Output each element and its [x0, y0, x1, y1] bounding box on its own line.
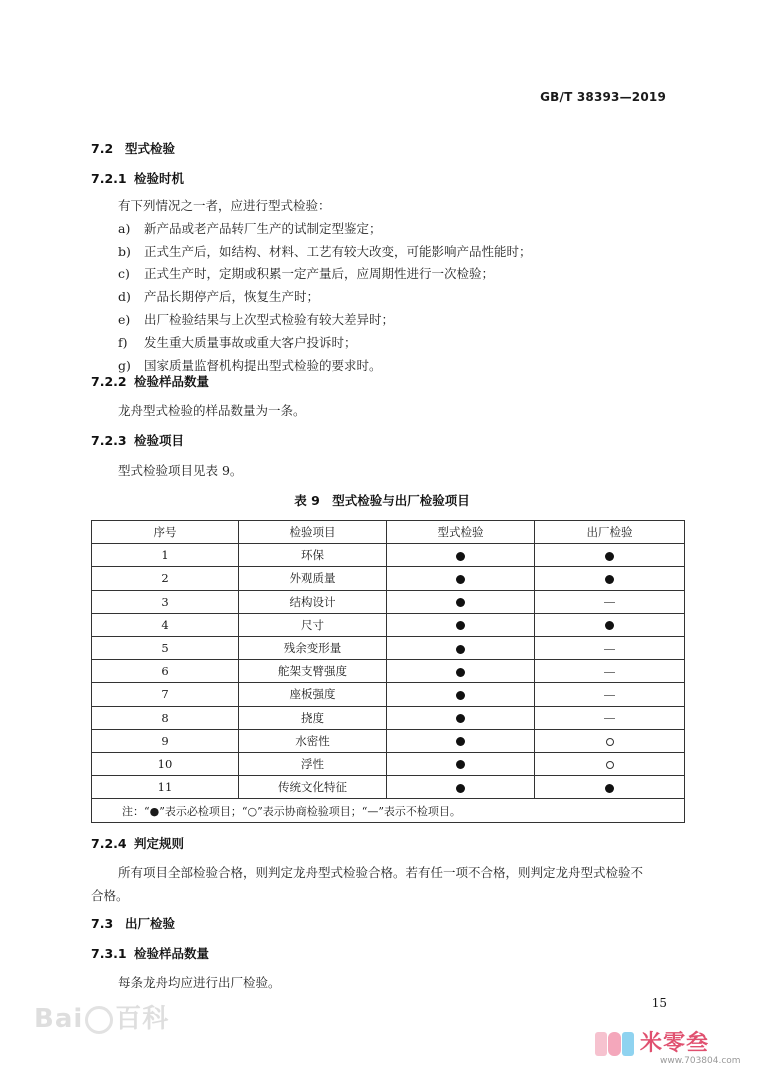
standard-code: GB/T 38393—2019: [540, 90, 666, 104]
cell-factory-test: [535, 706, 685, 729]
section-7-2-2-heading: [91, 372, 209, 390]
required-mark-icon: [456, 714, 465, 723]
cell-no: 6: [92, 660, 239, 683]
section-title: 出厂检验: [125, 916, 176, 931]
column-header: 序号: [92, 521, 239, 544]
cell-no: 3: [92, 590, 239, 613]
table-row: [92, 567, 685, 590]
cell-type-test: [387, 752, 535, 775]
not-tested-mark-icon: [604, 672, 615, 673]
cell-item: 座板强度: [239, 683, 387, 706]
cell-no: 4: [92, 613, 239, 636]
cell-no: 7: [92, 683, 239, 706]
cell-factory-test: [535, 683, 685, 706]
cell-item: 残余变形量: [239, 636, 387, 659]
cell-no: 9: [92, 729, 239, 752]
required-mark-icon: [456, 621, 465, 630]
required-mark-icon: [605, 621, 614, 630]
section-title: 型式检验: [125, 141, 176, 156]
section-7-3-heading: [91, 914, 175, 932]
section-7-2-heading: [91, 139, 175, 157]
paragraph: 龙舟型式检验的样品数量为一条。: [118, 403, 306, 418]
table-row: [92, 544, 685, 567]
cell-item: 水密性: [239, 729, 387, 752]
list-item: b) 正式生产后，如结构、材料、工艺有较大改变，可能影响产品性能时；: [118, 244, 532, 259]
cell-type-test: [387, 660, 535, 683]
required-mark-icon: [605, 784, 614, 793]
required-mark-icon: [456, 760, 465, 769]
required-mark-icon: [456, 784, 465, 793]
cell-item: 环保: [239, 544, 387, 567]
table-header-row: [92, 521, 685, 544]
table-row: [92, 683, 685, 706]
section-number: 7.3.1: [91, 946, 127, 961]
paragraph-line: 合格。: [91, 888, 129, 903]
not-tested-mark-icon: [604, 602, 615, 603]
required-mark-icon: [605, 552, 614, 561]
cell-no: 5: [92, 636, 239, 659]
list-item: a) 新产品或老产品转厂生产的试制定型鉴定；: [118, 221, 382, 236]
section-7-3-1-heading: [91, 944, 209, 962]
negotiated-mark-icon: [606, 761, 614, 769]
table-row: [92, 729, 685, 752]
paw-icon: [85, 1006, 113, 1034]
page-number: 15: [651, 996, 667, 1010]
required-mark-icon: [456, 737, 465, 746]
paragraph-line: 所有项目全部检验合格，则判定龙舟型式检验合格。若有任一项不合格，则判定龙舟型式检验不: [118, 865, 644, 880]
section-title: 检验样品数量: [134, 946, 210, 961]
site-logo-icon: [594, 1028, 636, 1060]
cell-type-test: [387, 636, 535, 659]
cell-item: 结构设计: [239, 590, 387, 613]
table-row: [92, 776, 685, 799]
not-tested-mark-icon: [604, 649, 615, 650]
cell-item: 外观质量: [239, 567, 387, 590]
table-note: 注：“●”表示必检项目；“○”表示协商检验项目；“—”表示不检项目。: [92, 799, 685, 823]
column-header: 出厂检验: [535, 521, 685, 544]
site-url: www.703804.com: [660, 1056, 741, 1066]
section-7-2-4-heading: [91, 834, 184, 852]
section-7-2-3-heading: [91, 431, 184, 449]
cell-factory-test: [535, 636, 685, 659]
cell-item: 尺寸: [239, 613, 387, 636]
section-number: 7.2.2: [91, 374, 127, 389]
cell-no: 11: [92, 776, 239, 799]
required-mark-icon: [456, 645, 465, 654]
cell-item: 舵架支臂强度: [239, 660, 387, 683]
list-item: g) 国家质量监督机构提出型式检验的要求时。: [118, 358, 382, 373]
cell-no: 2: [92, 567, 239, 590]
section-7-2-1-heading: [91, 169, 184, 187]
cell-type-test: [387, 567, 535, 590]
negotiated-mark-icon: [606, 738, 614, 746]
list-item: d) 产品长期停产后，恢复生产时；: [118, 289, 320, 304]
cell-factory-test: [535, 776, 685, 799]
list-item: c) 正式生产时，定期或积累一定产量后，应周期性进行一次检验；: [118, 266, 495, 281]
inspection-items-table: [91, 520, 685, 823]
section-number: 7.2: [91, 141, 114, 156]
section-number: 7.3: [91, 916, 114, 931]
baidu-watermark: Bai 百科: [34, 1004, 170, 1034]
cell-no: 8: [92, 706, 239, 729]
required-mark-icon: [456, 668, 465, 677]
column-header: 检验项目: [239, 521, 387, 544]
required-mark-icon: [456, 691, 465, 700]
cell-no: 1: [92, 544, 239, 567]
cell-factory-test: [535, 590, 685, 613]
table-note-row: [92, 799, 685, 823]
paragraph: 型式检验项目见表 9。: [118, 463, 243, 478]
cell-type-test: [387, 706, 535, 729]
section-title: 检验项目: [134, 433, 185, 448]
not-tested-mark-icon: [604, 695, 615, 696]
section-number: 7.2.3: [91, 433, 127, 448]
section-number: 7.2.4: [91, 836, 127, 851]
cell-type-test: [387, 683, 535, 706]
required-mark-icon: [456, 598, 465, 607]
cell-no: 10: [92, 752, 239, 775]
cell-item: 挠度: [239, 706, 387, 729]
table-caption: 表 9 型式检验与出厂检验项目: [294, 493, 470, 508]
required-mark-icon: [456, 575, 465, 584]
paragraph-intro: 有下列情况之一者，应进行型式检验：: [118, 198, 331, 213]
required-mark-icon: [605, 575, 614, 584]
list-item: e) 出厂检验结果与上次型式检验有较大差异时；: [118, 312, 395, 327]
cell-factory-test: [535, 660, 685, 683]
required-mark-icon: [456, 552, 465, 561]
section-number: 7.2.1: [91, 171, 127, 186]
cell-factory-test: [535, 613, 685, 636]
cell-item: 传统文化特征: [239, 776, 387, 799]
table-row: [92, 636, 685, 659]
paragraph: 每条龙舟均应进行出厂检验。: [118, 975, 281, 990]
table-row: [92, 613, 685, 636]
section-title: 检验时机: [134, 171, 185, 186]
table-row: [92, 706, 685, 729]
cell-type-test: [387, 544, 535, 567]
cell-factory-test: [535, 752, 685, 775]
cell-factory-test: [535, 544, 685, 567]
column-header: 型式检验: [387, 521, 535, 544]
cell-type-test: [387, 776, 535, 799]
table-row: [92, 752, 685, 775]
cell-factory-test: [535, 567, 685, 590]
section-title: 检验样品数量: [134, 374, 210, 389]
cell-type-test: [387, 613, 535, 636]
cell-type-test: [387, 590, 535, 613]
list-item: f) 发生重大质量事故或重大客户投诉时；: [118, 335, 357, 350]
site-logo-text: 米零叁: [640, 1031, 710, 1056]
section-title: 判定规则: [134, 836, 185, 851]
table-row: [92, 590, 685, 613]
not-tested-mark-icon: [604, 718, 615, 719]
cell-item: 浮性: [239, 752, 387, 775]
table-row: [92, 660, 685, 683]
cell-type-test: [387, 729, 535, 752]
cell-factory-test: [535, 729, 685, 752]
